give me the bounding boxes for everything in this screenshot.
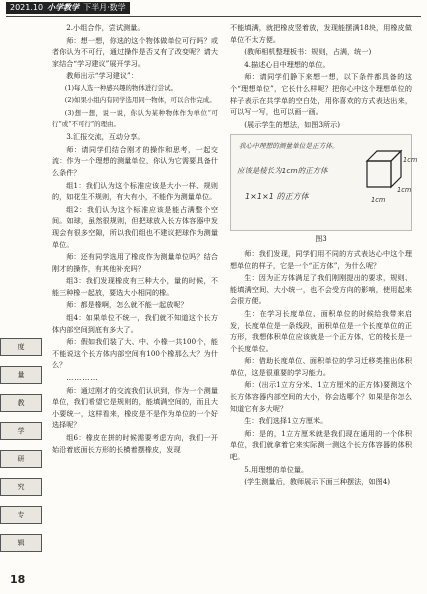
- section-heading: 5.用理想的单位量。: [244, 464, 309, 474]
- paragraph: 师：通过刚才的交流我们认识到，作为一个测量单位，我们希望它是规则的，能填满空间的，而且大小要统一，这样看来，橡皮是不是作为单位的一个好选择呢？: [52, 385, 218, 430]
- paragraph: 师：请同学们结合刚才的操作和思考，一起交流：作为一个理想的测量单位，你认为它需要具备什么条件？: [52, 144, 218, 177]
- paragraph: 不能填满，就把橡皮竖着放，发现能摆满18块，用橡皮做单位不太方便。: [230, 23, 412, 44]
- paragraph: (学生测量后，教师展示下面三种摆法，如图4): [244, 477, 391, 487]
- section-heading: 3.汇报交流，互动分享。: [66, 132, 145, 142]
- magazine-logo: 小学教学: [47, 3, 80, 12]
- header-rule: [6, 16, 421, 17]
- paragraph: 师：借助长度单位、面积单位的学习迁移类推出体积单位，这是很重要的学习能力。: [230, 356, 412, 377]
- paragraph: 2.小组合作，尝试测量。: [66, 23, 145, 32]
- paragraph: 师：想一想，你选的这个物体做单位可行吗？或者你认为不可行，通过操作是否又有了改变呢？请大家结合“学习建议”展开学习。: [52, 35, 218, 68]
- suggestion-item: (2)如果小组内有同学选用同一物体，可以合作完成。: [64, 96, 216, 105]
- paragraph: 师：都是橡啊，怎么就不能一起放呢？: [66, 300, 188, 310]
- paragraph: 组3：我们发现橡皮有三种大小，量的时候，不能三种橡一起放，要选大小相同的橡。: [52, 276, 218, 297]
- paragraph: 生：因为正方体满足了我们刚刚提出的要求，规则、能填满空间、大小统一，也不会受方向的影响，使用起来会很方便。: [230, 273, 412, 306]
- paragraph: 师：假如我们装了大、中、小橡一共100个，能不能说这个长方体内部空间有100个橡那么大？为什么？: [52, 337, 218, 370]
- paragraph: 师：我们发现，同学们用不同的方式表达心中这个理想单位的样子，它是一个“正方体”，为什么呢？: [230, 248, 412, 270]
- header-year-issue: 2021.10: [10, 3, 44, 12]
- paragraph: 组2：我们认为这个标准应该是能占满整个空间。如球，虽然很规则，但把球放入长方体容器中发现会有很多空隙，所以我们组也不建议把球作为测量单位。: [52, 204, 218, 249]
- right-column: [230, 22, 418, 489]
- suggestion-item: (1)每人选一种感兴趣的物体进行尝试。: [64, 83, 178, 92]
- cube-edge-label: 1cm: [403, 156, 418, 165]
- paragraph: 组4：如果单位不统一，我们就不知道这个长方体内部空间到底有多大了。: [52, 313, 218, 334]
- paragraph: 生：我们选择1立方厘米。: [244, 416, 328, 426]
- paragraph: 教师出示“学习建议”：: [66, 71, 138, 81]
- cube-edge-label: 1cm: [371, 196, 386, 205]
- sidebar-char: 量: [0, 366, 42, 384]
- sidebar-char: 究: [0, 478, 42, 496]
- sidebar-char: 学: [0, 422, 42, 440]
- sidebar-char: 研: [0, 450, 42, 468]
- paragraph: (教师相机整理板书：规则，占满，统一): [244, 47, 372, 57]
- suggestion-item: (3)想一想，说一说，你认为某种物体作为单位“可行”或“不可行”的理由。: [52, 108, 218, 128]
- paragraph: 师：(出示1立方分米、1立方厘米的正方体)要测这个长方体容器内部空间的大小，你会选哪个？如果是你怎么知道它有多大呢？: [230, 380, 412, 413]
- paragraph: (展示学生的想法，如图3所示): [244, 119, 341, 129]
- header-edition: 下半月·数学: [83, 3, 126, 12]
- handwriting-line: 我心中理想的测量单位是正方体。: [239, 142, 339, 151]
- paragraph: 师：是的，1立方厘米就是我们现在通用的一个体积单位，我们就拿着它来实际测一测这个长方体容器的体积吧。: [230, 428, 412, 462]
- sidebar-char: 专: [0, 506, 42, 524]
- sidebar-char: 教: [0, 394, 42, 412]
- paragraph: 师：请同学们静下来想一想，以下条件都具备的这个“理想单位”，它长什么样呢？把你心中这个理想单位的样子表示在共学单的空白处，用你喜欢的方式表达出来，可以写一写，也可以画一画。: [230, 72, 412, 117]
- ellipsis-line: …………: [66, 373, 99, 383]
- paragraph: 生：在学习长度单位、面积单位的时候给我带来启发，长度单位是一条线段，面积单位是一个长度单位的正方形，我想体积单位应该就是一个正方体，它的棱长是一个长度单位。: [230, 308, 412, 353]
- paragraph: 组6：橡皮在拼的时候需要考虑方向，我们一开始沿着底面长方形的长横着摆橡皮，发现: [52, 433, 218, 454]
- page-number: 18: [10, 573, 26, 586]
- sidebar-column-title: [0, 338, 44, 562]
- figure-student-drawing: [230, 134, 418, 231]
- paragraph: 组1：我们认为这个标准应该是大小一样、规则的，如花生不规则，有大有小，不能作为测量单位。: [52, 180, 218, 202]
- left-column: [52, 22, 218, 456]
- figure-caption: 图3: [315, 235, 327, 244]
- handwriting-line: 应该是棱长为1cm的正方体: [237, 166, 328, 176]
- paragraph: 师：还有同学选用了橡皮作为测量单位吗？结合刚才的操作，有其他补充吗？: [52, 252, 218, 273]
- page-header: [0, 0, 427, 16]
- cube-edge-label: 1cm: [397, 186, 412, 195]
- header-issue-box: [6, 2, 130, 14]
- sidebar-char: 度: [0, 338, 42, 356]
- section-heading: 4.描述心目中理想的单位。: [244, 59, 330, 69]
- handwriting-line: 1×1×1 的正方体: [245, 192, 309, 202]
- sidebar-char: 辑: [0, 534, 42, 552]
